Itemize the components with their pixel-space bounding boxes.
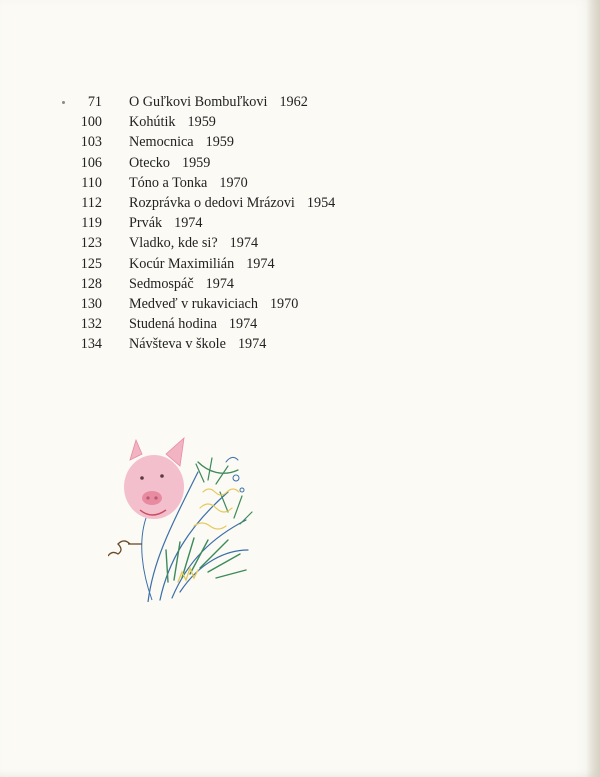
toc-page-number: 119 <box>81 215 102 232</box>
toc-entry <box>60 274 480 294</box>
toc-entry <box>60 112 480 132</box>
toc-entry <box>60 294 480 314</box>
toc-title: O Guľkovi Bombuľkovi <box>129 94 268 110</box>
toc-page-number: 132 <box>80 316 102 333</box>
toc-year: 1974 <box>205 275 234 292</box>
toc-year: 1962 <box>279 94 308 110</box>
toc-year: 1974 <box>246 255 275 272</box>
toc-entry <box>60 92 480 112</box>
toc-entry <box>60 153 480 173</box>
toc-page-number: 134 <box>80 336 102 353</box>
toc-year: 1974 <box>229 235 259 252</box>
toc-year: 1974 <box>237 336 267 353</box>
toc-year: 1970 <box>269 295 299 312</box>
table-of-contents <box>60 92 480 354</box>
toc-page-number: 106 <box>80 154 102 171</box>
toc-year: 1954 <box>306 194 336 211</box>
toc-page-number: 103 <box>80 134 102 151</box>
toc-page-number: 130 <box>80 295 102 312</box>
toc-title: Otecko <box>129 154 170 171</box>
toc-title: Sedmospáč <box>129 275 194 292</box>
toc-title: Vladko, kde si? <box>129 235 218 252</box>
toc-year: 1974 <box>174 215 203 232</box>
toc-title: Rozprávka o dedovi Mrázovi <box>129 194 295 211</box>
toc-title: Prvák <box>129 215 163 232</box>
toc-year: 1970 <box>219 174 248 191</box>
toc-entry <box>60 254 480 274</box>
toc-title: Tóno a Tonka <box>129 174 208 191</box>
page-edge-shadow <box>586 0 600 777</box>
toc-year: 1959 <box>205 134 234 151</box>
toc-page-number: 125 <box>80 255 102 272</box>
toc-page-number: 110 <box>81 174 102 191</box>
toc-year: 1959 <box>181 154 211 171</box>
toc-title: Nemocnica <box>129 134 194 151</box>
curly-tail <box>108 541 142 556</box>
toc-entry <box>60 132 480 152</box>
toc-title: Medveď v rukaviciach <box>129 295 258 312</box>
toc-page-number: 128 <box>80 275 102 292</box>
toc-entry <box>60 213 480 233</box>
toc-page-number: 100 <box>80 114 102 131</box>
toc-page-number: 123 <box>80 235 102 252</box>
toc-year: 1959 <box>187 114 216 131</box>
toc-year: 1974 <box>228 316 258 333</box>
toc-title: Kohútik <box>129 114 176 131</box>
toc-entry <box>60 193 480 213</box>
toc-page-number: 112 <box>81 194 102 211</box>
toc-page-number: 71 <box>87 94 102 110</box>
toc-entry <box>60 233 480 253</box>
toc-title: Návšteva v škole <box>129 336 226 353</box>
toc-entry <box>60 314 480 334</box>
toc-title: Studená hodina <box>129 316 217 333</box>
toc-entry <box>60 173 480 193</box>
pig-in-bush-illustration <box>108 432 258 602</box>
toc-title: Kocúr Maximilián <box>129 255 235 272</box>
toc-entry <box>60 334 480 354</box>
